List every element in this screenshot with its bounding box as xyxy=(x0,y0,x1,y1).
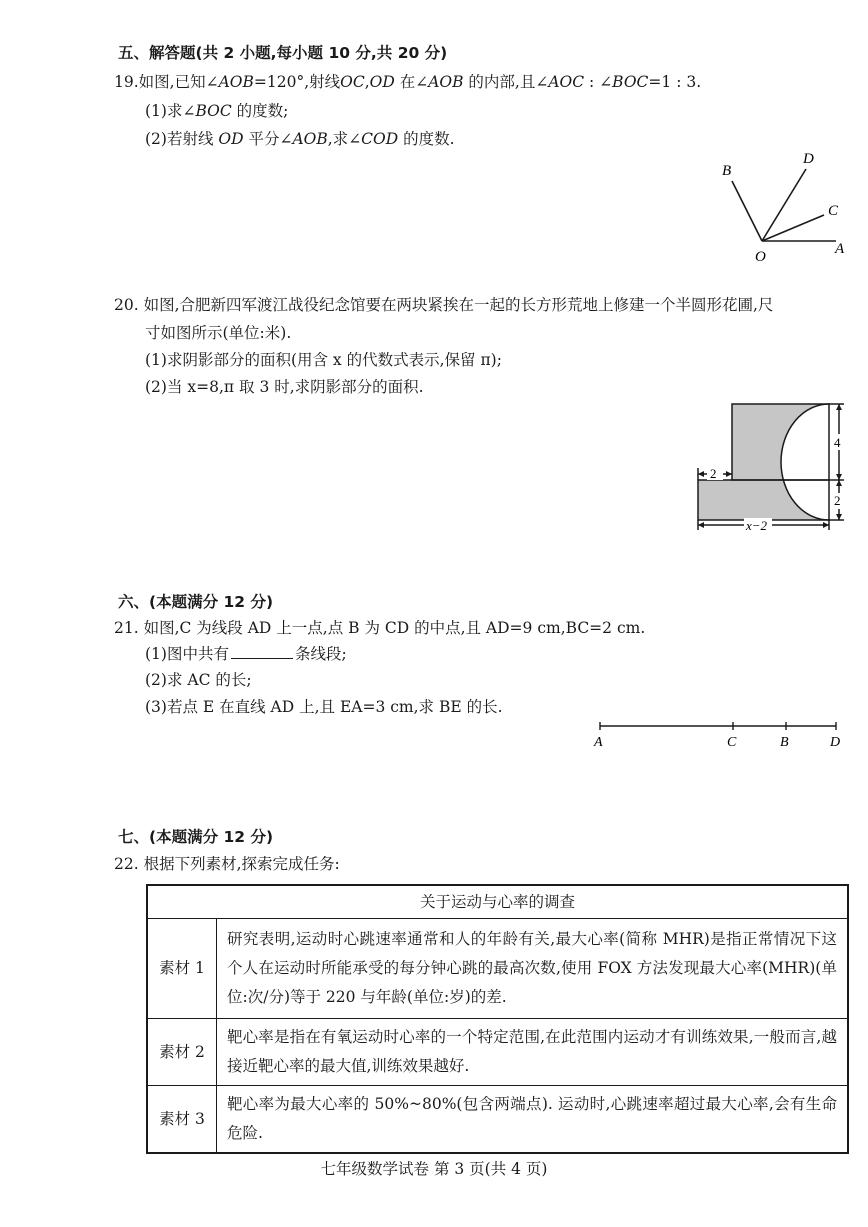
point-d-label: D xyxy=(830,735,841,750)
label-d: D xyxy=(803,151,814,167)
shaded-region xyxy=(698,404,829,520)
label-b: B xyxy=(722,163,732,179)
question-21-part-1: (1)图中共有 条线段; xyxy=(145,645,347,663)
point-c-label: C xyxy=(727,735,737,750)
section-6-title: 六、(本题满分 12 分) xyxy=(118,593,274,611)
question-20-part-1: (1)求阴影部分的面积(用含 x 的代数式表示,保留 π); xyxy=(145,351,502,369)
question-20-part-2: (2)当 x=8,π 取 3 时,求阴影部分的面积. xyxy=(145,378,424,396)
question-20-line-1: 20. 如图,合肥新四军渡江战役纪念馆要在两块紧挨在一起的长方形荒地上修建一个半圆形花圃,尺 xyxy=(114,296,774,314)
table-row xyxy=(147,1019,848,1086)
answer-blank xyxy=(231,644,293,659)
question-21-stem: 21. 如图,C 为线段 AD 上一点,点 B 为 CD 的中点,且 AD=9 cm,BC=2 cm. xyxy=(114,619,646,637)
row-label: 素材 1 xyxy=(147,919,217,1019)
point-b-label: B xyxy=(780,735,789,750)
question-19-stem: 19.如图,已知∠AOB=120°,射线OC,OD 在∠AOB 的内部,且∠AOC : ∠BOC=1 : 3. xyxy=(114,73,702,91)
table-header: 关于运动与心率的调查 xyxy=(147,885,848,919)
ray-ob xyxy=(732,181,762,241)
angle-figure-q19 xyxy=(700,145,860,270)
label-a: A xyxy=(835,241,845,257)
row-text: 靶心率为最大心率的 50%~80%(包含两端点). 运动时,心跳速率超过最大心率,会有生命危险. xyxy=(217,1086,849,1154)
question-21-part-2: (2)求 AC 的长; xyxy=(145,671,252,689)
materials-table xyxy=(146,884,849,1154)
page-footer: 七年级数学试卷 第 3 页(共 4 页) xyxy=(320,1160,548,1178)
segment-figure-q21 xyxy=(588,716,850,750)
row-label: 素材 2 xyxy=(147,1019,217,1086)
row-text: 研究表明,运动时心跳速率通常和人的年龄有关,最大心率(简称 MHR)是指正常情况下这个人在运动时所能承受的每分钟心跳的最高次数,使用 FOX 方法发现最大心率(MHR)(单位:次/分)等于 220 与年龄(单位:岁)的差. xyxy=(217,919,849,1019)
row-label: 素材 3 xyxy=(147,1086,217,1154)
label-c: C xyxy=(828,203,839,219)
ray-od xyxy=(762,169,806,241)
table-row xyxy=(147,919,848,1019)
question-19-part-1: (1)求∠BOC 的度数; xyxy=(145,102,289,120)
section-5-title: 五、解答题(共 2 小题,每小题 10 分,共 20 分) xyxy=(118,44,448,62)
table-row xyxy=(147,1086,848,1154)
shaded-area-figure-q20 xyxy=(688,396,853,536)
question-19-part-2: (2)若射线 OD 平分∠AOB,求∠COD 的度数. xyxy=(145,130,455,148)
label-o: O xyxy=(755,249,766,265)
dim-left-label: 2 xyxy=(710,466,717,481)
question-20-line-2: 寸如图所示(单位:米). xyxy=(145,324,292,342)
section-7-title: 七、(本题满分 12 分) xyxy=(118,828,274,846)
point-a-label: A xyxy=(594,735,603,750)
dim-top-right-label: 4 xyxy=(834,435,841,450)
question-22-stem: 22. 根据下列素材,探索完成任务: xyxy=(114,855,340,873)
question-21-part-3: (3)若点 E 在直线 AD 上,且 EA=3 cm,求 BE 的长. xyxy=(145,698,503,716)
row-text: 靶心率是指在有氧运动时心率的一个特定范围,在此范围内运动才有训练效果,一般而言,越接近靶心率的最大值,训练效果越好. xyxy=(217,1019,849,1086)
ray-oc xyxy=(762,215,824,241)
dim-bottom-right-label: 2 xyxy=(834,493,841,508)
dim-bottom-label: x−2 xyxy=(746,518,768,533)
